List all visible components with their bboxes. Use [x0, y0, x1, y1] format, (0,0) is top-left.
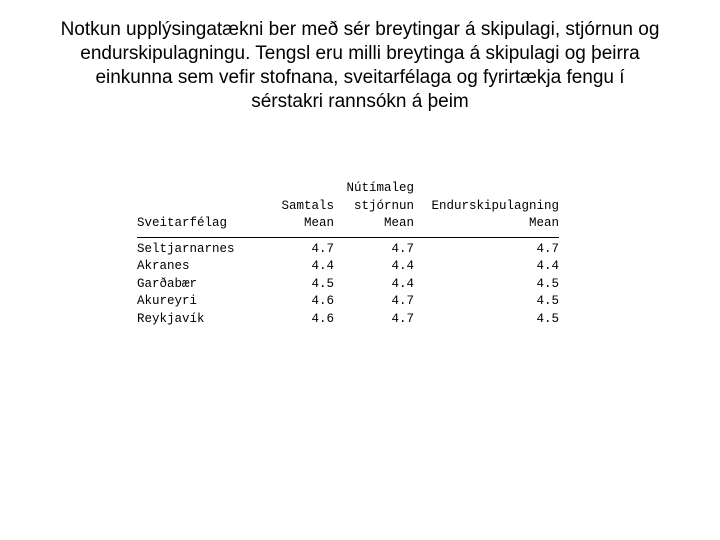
- value-cell: 4.5: [311, 276, 334, 291]
- header-cell: Mean: [383, 216, 414, 230]
- slide-title: [20, 18, 700, 114]
- header-cell: [414, 180, 559, 198]
- header-cell: Endurskipulagning: [431, 198, 559, 213]
- header-cell: Samtals: [281, 198, 334, 213]
- header-cell: Mean: [303, 216, 334, 230]
- header-cell: Nútímaleg: [346, 181, 414, 195]
- header-cell: stjórnun: [353, 198, 414, 213]
- header-row: [137, 215, 559, 233]
- header-cell: Sveitarfélag: [137, 216, 228, 230]
- value-cell: 4.7: [391, 241, 414, 256]
- value-cell: 4.4: [311, 259, 334, 273]
- header-row: [137, 198, 559, 216]
- municipality-name: Seltjarnarnes: [137, 241, 235, 256]
- municipality-name: Garðabær: [137, 276, 198, 291]
- value-cell: 4.6: [311, 294, 334, 308]
- value-cell: 4.7: [391, 311, 414, 326]
- title-line: einkunna sem vefir stofnana, sveitarfélaga og fyrirtækja fengu í: [95, 67, 625, 88]
- table-row: [137, 293, 559, 311]
- header-cell: [137, 198, 249, 216]
- value-cell: 4.5: [536, 294, 559, 308]
- value-cell: 4.4: [536, 259, 559, 273]
- municipality-name: Akureyri: [137, 294, 198, 308]
- value-cell: 4.6: [311, 311, 334, 326]
- column-rule: [414, 237, 559, 238]
- table-row: [137, 241, 559, 259]
- column-rule: [249, 237, 334, 238]
- municipality-name: Akranes: [137, 259, 190, 273]
- value-cell: 4.7: [311, 241, 334, 256]
- header-cell: [137, 180, 249, 198]
- header-row: [137, 180, 559, 198]
- value-cell: 4.4: [391, 276, 414, 291]
- header-rule-row: [137, 233, 559, 241]
- title-line: Notkun upplýsingatækni ber með sér breytingar á skipulagi, stjórnun og: [60, 19, 660, 40]
- title-line: endurskipulagningu. Tengsl eru milli breytinga á skipulagi og þeirra: [80, 43, 640, 64]
- value-cell: 4.5: [536, 311, 559, 326]
- title-line: sérstakri rannsókn á þeim: [251, 91, 469, 112]
- statistics-table: [137, 180, 559, 328]
- table-row: [137, 276, 559, 294]
- value-cell: 4.5: [536, 276, 559, 291]
- value-cell: 4.7: [391, 294, 414, 308]
- value-cell: 4.7: [536, 241, 559, 256]
- header-cell: Mean: [528, 216, 559, 230]
- municipality-name: Reykjavík: [137, 311, 205, 326]
- value-cell: 4.4: [391, 259, 414, 273]
- header-cell: [249, 180, 334, 198]
- table-row: [137, 258, 559, 276]
- column-rule: [334, 237, 414, 238]
- table-row: [137, 311, 559, 329]
- column-rule: [137, 237, 249, 238]
